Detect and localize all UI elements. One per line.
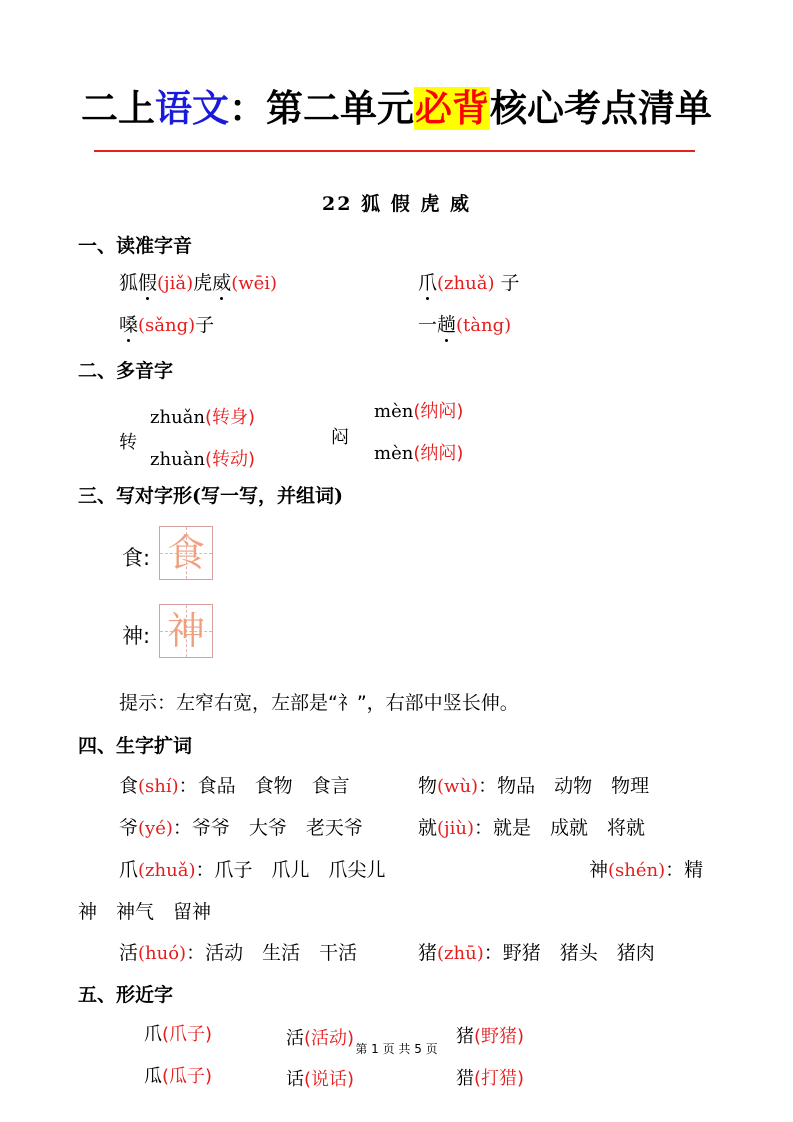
char: 虎 — [193, 272, 213, 294]
pinyin: (yé) — [138, 818, 173, 839]
writing-grid-2 — [159, 604, 213, 658]
pinyin: (jiǎ) — [157, 273, 194, 294]
lesson-heading: 22 狐 假 虎 威 — [322, 193, 471, 215]
similar-pair — [456, 1064, 524, 1090]
pinyin: (zhū) — [437, 943, 484, 964]
page-title — [0, 78, 793, 132]
dotted-char: 嗓 — [119, 310, 138, 337]
similar-pair — [144, 1062, 212, 1088]
char: 猎 — [456, 1068, 474, 1089]
pinyin: zhuǎn — [150, 407, 205, 428]
char: 活 — [286, 1028, 304, 1049]
words: ：物品 动物 物理 — [478, 775, 650, 797]
vocab-entry — [119, 771, 350, 798]
dotted-char: 爪 — [418, 268, 437, 295]
polyphone-reading — [374, 439, 463, 465]
title-part3: ：第二单元 — [229, 87, 414, 130]
words: ：爷爷 大爷 老天爷 — [172, 817, 363, 839]
section-heading-2: 二、多音字 — [78, 360, 174, 382]
char: 话 — [286, 1069, 304, 1090]
vocab-entry — [589, 855, 703, 882]
char: 猪 — [456, 1026, 474, 1047]
char: 子 — [195, 314, 215, 336]
polyphone-char-1: 转 — [119, 432, 137, 453]
char: 爪 — [144, 1024, 162, 1045]
char: 物 — [418, 775, 438, 797]
title-divider — [94, 150, 695, 152]
char: 狐 — [119, 272, 139, 294]
char: 一 — [418, 314, 438, 336]
dotted-char: 假 — [138, 268, 157, 295]
words: ：爪子 爪儿 爪尖儿 — [195, 859, 386, 881]
section-heading-5: 五、形近字 — [78, 984, 174, 1006]
section-heading-4: 四、生字扩词 — [78, 735, 193, 757]
title-part5: 核心考点清单 — [490, 87, 712, 130]
words: ：野猪 猪头 猪肉 — [483, 942, 655, 964]
words: ：就是 成就 将就 — [474, 817, 646, 839]
vocab-entry — [418, 771, 649, 798]
writing-label-2: 神: — [122, 624, 151, 648]
vocab-entry — [119, 938, 357, 965]
word: (打猎) — [474, 1068, 525, 1089]
tracing-char: 神 — [166, 609, 205, 653]
paren — [205, 407, 255, 428]
section-heading-3: 三、写对字形(写一写，并组词) — [78, 485, 343, 507]
word: (转动) — [205, 449, 256, 470]
writing-grid-1 — [159, 526, 213, 580]
char: 猪 — [418, 942, 438, 964]
title-part2: 语文 — [155, 87, 229, 130]
section-heading-1: 一、读准字音 — [78, 235, 193, 257]
char: 食 — [119, 775, 139, 797]
words: ：食品 食物 食言 — [178, 775, 350, 797]
reading-item-4 — [418, 310, 511, 337]
pinyin: mèn — [374, 443, 414, 464]
word: (活动) — [304, 1028, 355, 1049]
similar-pair — [286, 1065, 354, 1091]
pinyin: (zhuǎ) — [437, 273, 495, 294]
char: 瓜 — [144, 1066, 162, 1087]
vocab-continued: 神 神气 留神 — [78, 901, 212, 923]
pinyin: (sǎng) — [138, 315, 196, 336]
reading-item-1 — [119, 268, 277, 295]
char: 子 — [494, 272, 520, 294]
words: ：精 — [665, 859, 704, 881]
word: (说话) — [304, 1069, 355, 1090]
pinyin: mèn — [374, 401, 414, 422]
char: 就 — [418, 817, 438, 839]
reading-item-2 — [418, 268, 520, 295]
char: 爷 — [119, 817, 139, 839]
char: 活 — [119, 942, 139, 964]
pinyin: (jiù) — [437, 818, 474, 839]
pinyin: (wù) — [437, 776, 479, 797]
title-part1: 二上 — [81, 87, 155, 130]
pinyin: (shí) — [138, 776, 179, 797]
vocab-entry — [119, 855, 385, 882]
dotted-char: 趟 — [437, 310, 456, 337]
word: (野猪) — [474, 1026, 525, 1047]
pinyin: zhuàn — [150, 449, 205, 470]
words: ：活动 生活 干活 — [186, 942, 358, 964]
pinyin: (zhuǎ) — [138, 860, 196, 881]
writing-tip: 提示：左窄右宽，左部是“礻”，右部中竖长伸。 — [119, 692, 519, 714]
vocab-entry — [119, 813, 363, 840]
polyphone-char-2: 闷 — [331, 427, 349, 448]
page-footer: 第 1 页 共 5 页 — [355, 1042, 438, 1056]
tracing-char: 食 — [166, 531, 205, 575]
char: 爪 — [119, 859, 139, 881]
polyphone-reading — [374, 397, 463, 423]
word: (纳闷) — [413, 443, 464, 464]
title-highlight: 必背 — [415, 87, 489, 130]
char: 神 — [589, 859, 609, 881]
reading-item-3 — [119, 310, 214, 337]
word: (转身) — [205, 407, 256, 428]
vocab-entry — [418, 813, 645, 840]
polyphone-reading — [150, 403, 255, 429]
polyphone-reading — [150, 445, 255, 471]
word: (爪子) — [162, 1024, 213, 1045]
vocab-entry — [418, 938, 655, 965]
pinyin: (wēi) — [231, 273, 278, 294]
dotted-char: 威 — [212, 268, 231, 295]
word: (瓜子) — [162, 1066, 213, 1087]
pinyin: (tàng) — [456, 315, 512, 336]
pinyin: (shén) — [608, 860, 666, 881]
writing-label-1: 食: — [122, 546, 151, 570]
pinyin: (huó) — [138, 943, 187, 964]
word: (纳闷) — [413, 401, 464, 422]
